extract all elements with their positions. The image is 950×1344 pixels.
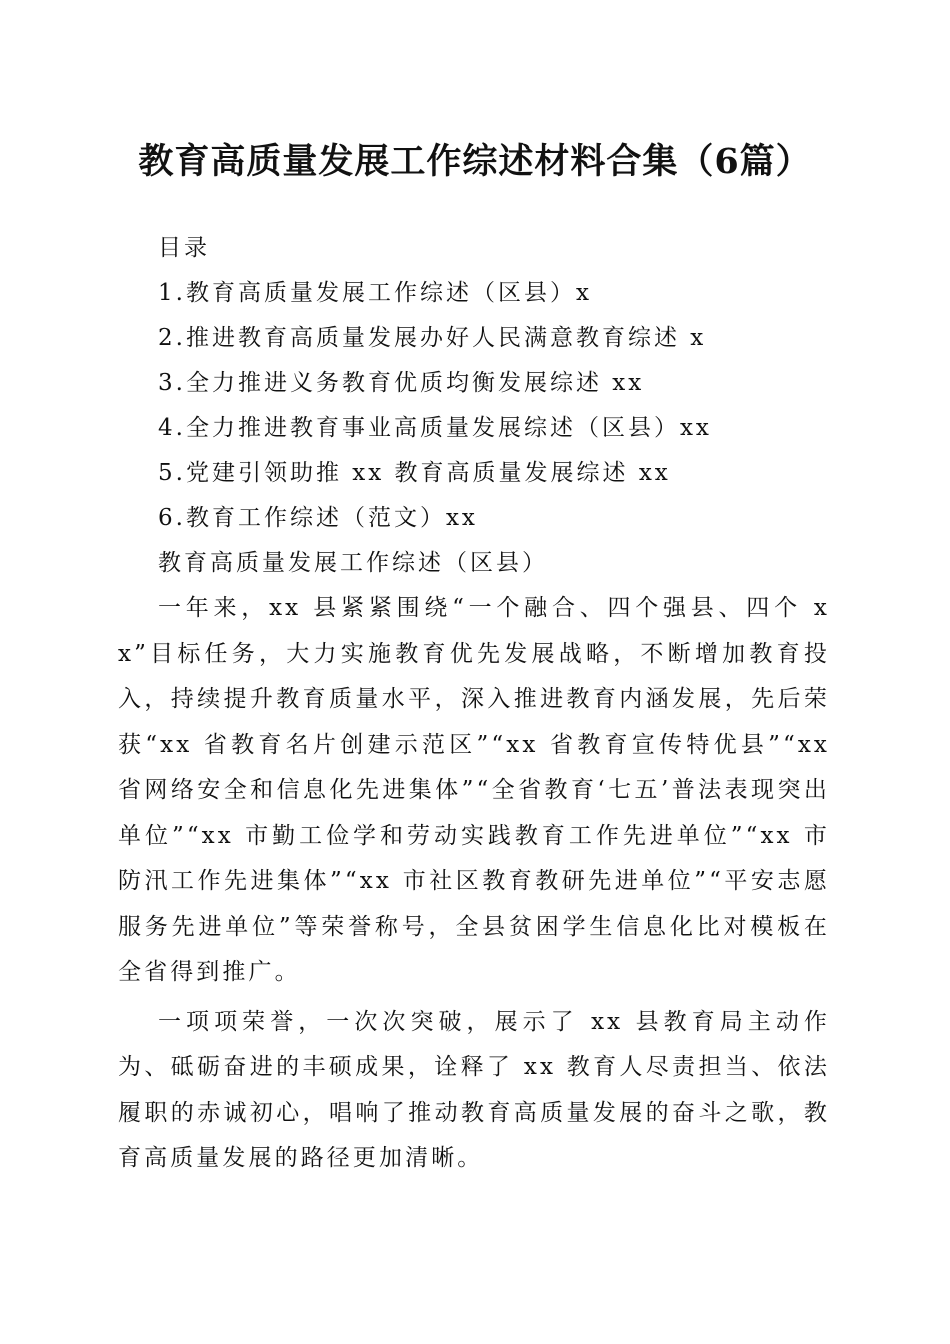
document-title: 教育高质量发展工作综述材料合集（6篇） [138, 141, 812, 182]
toc-item: 1.教育高质量发展工作综述（区县）x [158, 280, 592, 306]
table-of-contents [158, 226, 838, 541]
body-paragraph: 一项项荣誉，一次次突破，展示了 xx 县教育局主动作为、砥砺奋进的丰硕成果，诠释了 xx 教育人尽责担当、依法履职的赤诚初心，唱响了推动教育高质量发展的奋斗之歌，教育高质量发展的路径更加清晰。 [118, 1008, 830, 1171]
toc-item: 2.推进教育高质量发展办好人民满意教育综述 x [158, 325, 707, 351]
section-heading: 教育高质量发展工作综述（区县） [158, 550, 548, 576]
document-body [118, 541, 830, 1186]
toc-heading: 目录 [158, 235, 210, 261]
toc-item: 5.党建引领助推 xx 教育高质量发展综述 xx [158, 460, 671, 486]
body-paragraph: 一年来，xx 县紧紧围绕“一个融合、四个强县、四个 xx”目标任务，大力实施教育优先发展战略，不断增加教育投入，持续提升教育质量水平，深入推进教育内涵发展，先后荣获“xx 省教育名片创建示范区”“xx 省教育宣传特优县”“xx 省网络安全和信息化先进集体”“全省教育‘七五’普法表现突出单位”“xx 市勤工俭学和劳动实践教育工作先进单位”“xx 市防汛工作先进集体”“xx 市社区教育教研先进单位”“平安志愿服务先进单位”等荣誉称号，全县贫困学生信息化比对模板在全省得到推广。 [118, 595, 830, 985]
toc-item: 6.教育工作综述（范文）xx [158, 505, 478, 531]
toc-item: 3.全力推进义务教育优质均衡发展综述 xx [158, 370, 645, 396]
toc-item: 4.全力推进教育事业高质量发展综述（区县）xx [158, 415, 712, 441]
